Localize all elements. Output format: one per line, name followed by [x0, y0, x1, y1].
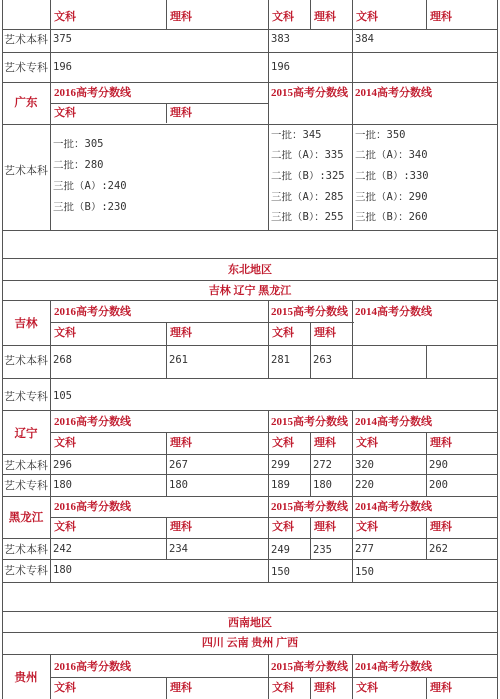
grid-line [2, 52, 498, 53]
score-cell: 296 [53, 458, 72, 471]
row-label-benke: 艺术本科 [4, 353, 48, 367]
grid-line [2, 454, 498, 455]
region-title: 东北地区 [228, 263, 272, 276]
grid-line [50, 103, 268, 104]
batch-score: 三批（B）:230 [53, 202, 127, 213]
grid-line [50, 677, 498, 678]
grid-line [2, 258, 498, 259]
grid-line [268, 0, 269, 82]
region-provinces: 四川 云南 贵州 广西 [201, 636, 299, 649]
grid-line [2, 29, 498, 30]
grid-line [268, 300, 269, 378]
batch-score: 二批（B）:325 [271, 171, 345, 182]
score-cell: 200 [429, 478, 448, 491]
year-2016-header: 2016高考分数线 [54, 500, 131, 513]
score-cell: 105 [53, 389, 72, 402]
score-cell: 189 [271, 478, 290, 491]
li-header: 理科 [314, 327, 336, 339]
row-label-benke: 艺术本科 [4, 163, 48, 177]
year-2014-header: 2014高考分数线 [355, 305, 432, 318]
grid-line [50, 410, 51, 496]
grid-line [2, 654, 498, 655]
score-cell: 196 [53, 60, 72, 73]
year-2015-header: 2015高考分数线 [271, 660, 348, 673]
score-cell: 262 [429, 542, 448, 555]
batch-score: 二批（A）：340 [355, 150, 428, 161]
li-header: 理科 [314, 682, 336, 694]
batch-score: 三批（A）：290 [355, 192, 428, 203]
grid-line [352, 496, 353, 582]
province-heilongjiang: 黑龙江 [8, 510, 44, 525]
score-cell: 234 [169, 542, 188, 555]
grid-line [2, 378, 498, 379]
score-cell: 180 [53, 478, 72, 491]
year-2015-header: 2015高考分数线 [271, 305, 348, 318]
li-header: 理科 [314, 10, 336, 23]
grid-line [166, 322, 167, 378]
score-cell: 272 [313, 458, 332, 471]
batch-score: 一批：305 [53, 139, 104, 150]
li-header: 理科 [170, 10, 192, 23]
row-label-zhuanke: 艺术专科 [4, 563, 48, 577]
wen-header: 文科 [356, 682, 378, 694]
grid-line [50, 432, 498, 433]
region-title: 西南地区 [228, 616, 272, 629]
province-jilin: 吉林 [14, 316, 38, 331]
score-cell: 267 [169, 458, 188, 471]
score-cell: 263 [313, 353, 332, 366]
grid-line [50, 300, 51, 410]
grid-line [50, 496, 51, 582]
wen-header: 文科 [272, 10, 294, 23]
row-label-zhuanke: 艺术专科 [4, 60, 48, 74]
grid-line [2, 632, 498, 633]
li-header: 理科 [314, 437, 336, 449]
grid-line [2, 496, 498, 497]
wen-header: 文科 [272, 521, 294, 533]
wen-header: 文科 [272, 682, 294, 694]
grid-line [50, 82, 51, 230]
score-cell: 384 [355, 32, 374, 45]
grid-line [310, 322, 311, 378]
score-cell: 196 [271, 60, 290, 73]
year-2014-header: 2014高考分数线 [355, 500, 432, 513]
grid-line [268, 82, 269, 230]
grid-line [166, 103, 167, 123]
year-2016-header: 2016高考分数线 [54, 86, 131, 99]
grid-line [310, 677, 311, 699]
grid-line [310, 432, 311, 496]
batch-score: 二批：280 [53, 160, 104, 171]
grid-line [426, 345, 427, 378]
li-header: 理科 [430, 437, 452, 449]
year-2016-header: 2016高考分数线 [54, 660, 131, 673]
grid-line [352, 82, 353, 230]
grid-line [2, 582, 498, 583]
li-header: 理科 [170, 682, 192, 694]
score-cell: 220 [355, 478, 374, 491]
grid-line [268, 410, 269, 496]
wen-header: 文科 [54, 521, 76, 533]
li-header: 理科 [170, 521, 192, 533]
grid-line [352, 300, 353, 378]
wen-header: 文科 [54, 682, 76, 694]
score-cell: 281 [271, 353, 290, 366]
grid-line [2, 611, 498, 612]
year-2016-header: 2016高考分数线 [54, 305, 131, 318]
grid-line [166, 432, 167, 496]
wen-header: 文科 [54, 327, 76, 339]
batch-score: 三批（A）：285 [271, 192, 344, 203]
score-cell: 180 [313, 478, 332, 491]
grid-line [2, 230, 498, 231]
year-2015-header: 2015高考分数线 [271, 415, 348, 428]
row-label-benke: 艺术本科 [4, 542, 48, 556]
li-header: 理科 [170, 107, 192, 119]
wen-header: 文科 [54, 10, 76, 23]
li-header: 理科 [430, 10, 452, 23]
table-border [2, 0, 3, 699]
grid-line [2, 559, 498, 560]
grid-line [2, 280, 498, 281]
li-header: 理科 [314, 521, 336, 533]
table-border [497, 0, 498, 699]
grid-line [2, 300, 498, 301]
batch-score: 三批（B）：255 [271, 212, 344, 223]
grid-line [310, 0, 311, 29]
row-label-benke: 艺术本科 [4, 32, 48, 46]
score-cell: 320 [355, 458, 374, 471]
grid-line [50, 0, 51, 82]
li-header: 理科 [170, 327, 192, 339]
province-liaoning: 辽宁 [14, 426, 38, 441]
grid-line [426, 0, 427, 29]
grid-line [426, 432, 427, 496]
grid-line [2, 474, 498, 475]
batch-score: 二批（B）:330 [355, 171, 429, 182]
score-cell: 268 [53, 353, 72, 366]
score-cell: 249 [271, 543, 290, 556]
score-cell: 277 [355, 542, 374, 555]
wen-header: 文科 [356, 521, 378, 533]
wen-header: 文科 [272, 437, 294, 449]
grid-line [2, 82, 498, 83]
grid-line [2, 124, 498, 125]
region-provinces: 吉林 辽宁 黑龙江 [208, 284, 292, 297]
score-cell: 180 [53, 563, 72, 576]
grid-line [50, 322, 354, 323]
score-cell: 180 [169, 478, 188, 491]
grid-line [426, 677, 427, 699]
batch-score: 三批（B）：260 [355, 212, 428, 223]
row-label-benke: 艺术本科 [4, 458, 48, 472]
year-2015-header: 2015高考分数线 [271, 86, 348, 99]
wen-header: 文科 [54, 107, 76, 119]
row-label-zhuanke: 艺术专科 [4, 478, 48, 492]
grid-line [352, 0, 353, 82]
row-label-zhuanke: 艺术专科 [4, 389, 48, 403]
score-cell: 299 [271, 458, 290, 471]
li-header: 理科 [170, 437, 192, 449]
score-cell: 383 [271, 32, 290, 45]
batch-score: 一批：350 [355, 130, 406, 141]
wen-header: 文科 [356, 437, 378, 449]
wen-header: 文科 [54, 437, 76, 449]
grid-line [352, 410, 353, 496]
wen-header: 文科 [356, 10, 378, 23]
batch-score: 一批：345 [271, 130, 322, 141]
score-cell: 261 [169, 353, 188, 366]
year-2014-header: 2014高考分数线 [355, 660, 432, 673]
year-2014-header: 2014高考分数线 [355, 415, 432, 428]
batch-score: 二批（A）：335 [271, 150, 344, 161]
year-2014-header: 2014高考分数线 [355, 86, 432, 99]
grid-line [2, 410, 498, 411]
score-cell: 290 [429, 458, 448, 471]
score-cell: 150 [271, 565, 290, 578]
grid-line [2, 345, 498, 346]
batch-score: 三批（A）:240 [53, 181, 127, 192]
score-cell: 242 [53, 542, 72, 555]
li-header: 理科 [430, 682, 452, 694]
wen-header: 文科 [272, 327, 294, 339]
li-header: 理科 [430, 521, 452, 533]
score-cell: 235 [313, 543, 332, 556]
score-cell: 150 [355, 565, 374, 578]
score-cell: 375 [53, 32, 72, 45]
grid-line [268, 496, 269, 582]
grid-line [2, 538, 498, 539]
year-2015-header: 2015高考分数线 [271, 500, 348, 513]
grid-line [166, 0, 167, 29]
year-2016-header: 2016高考分数线 [54, 415, 131, 428]
province-guizhou: 贵州 [14, 670, 38, 685]
province-guangdong: 广东 [14, 95, 38, 110]
grid-line [166, 677, 167, 699]
grid-line [50, 517, 498, 518]
